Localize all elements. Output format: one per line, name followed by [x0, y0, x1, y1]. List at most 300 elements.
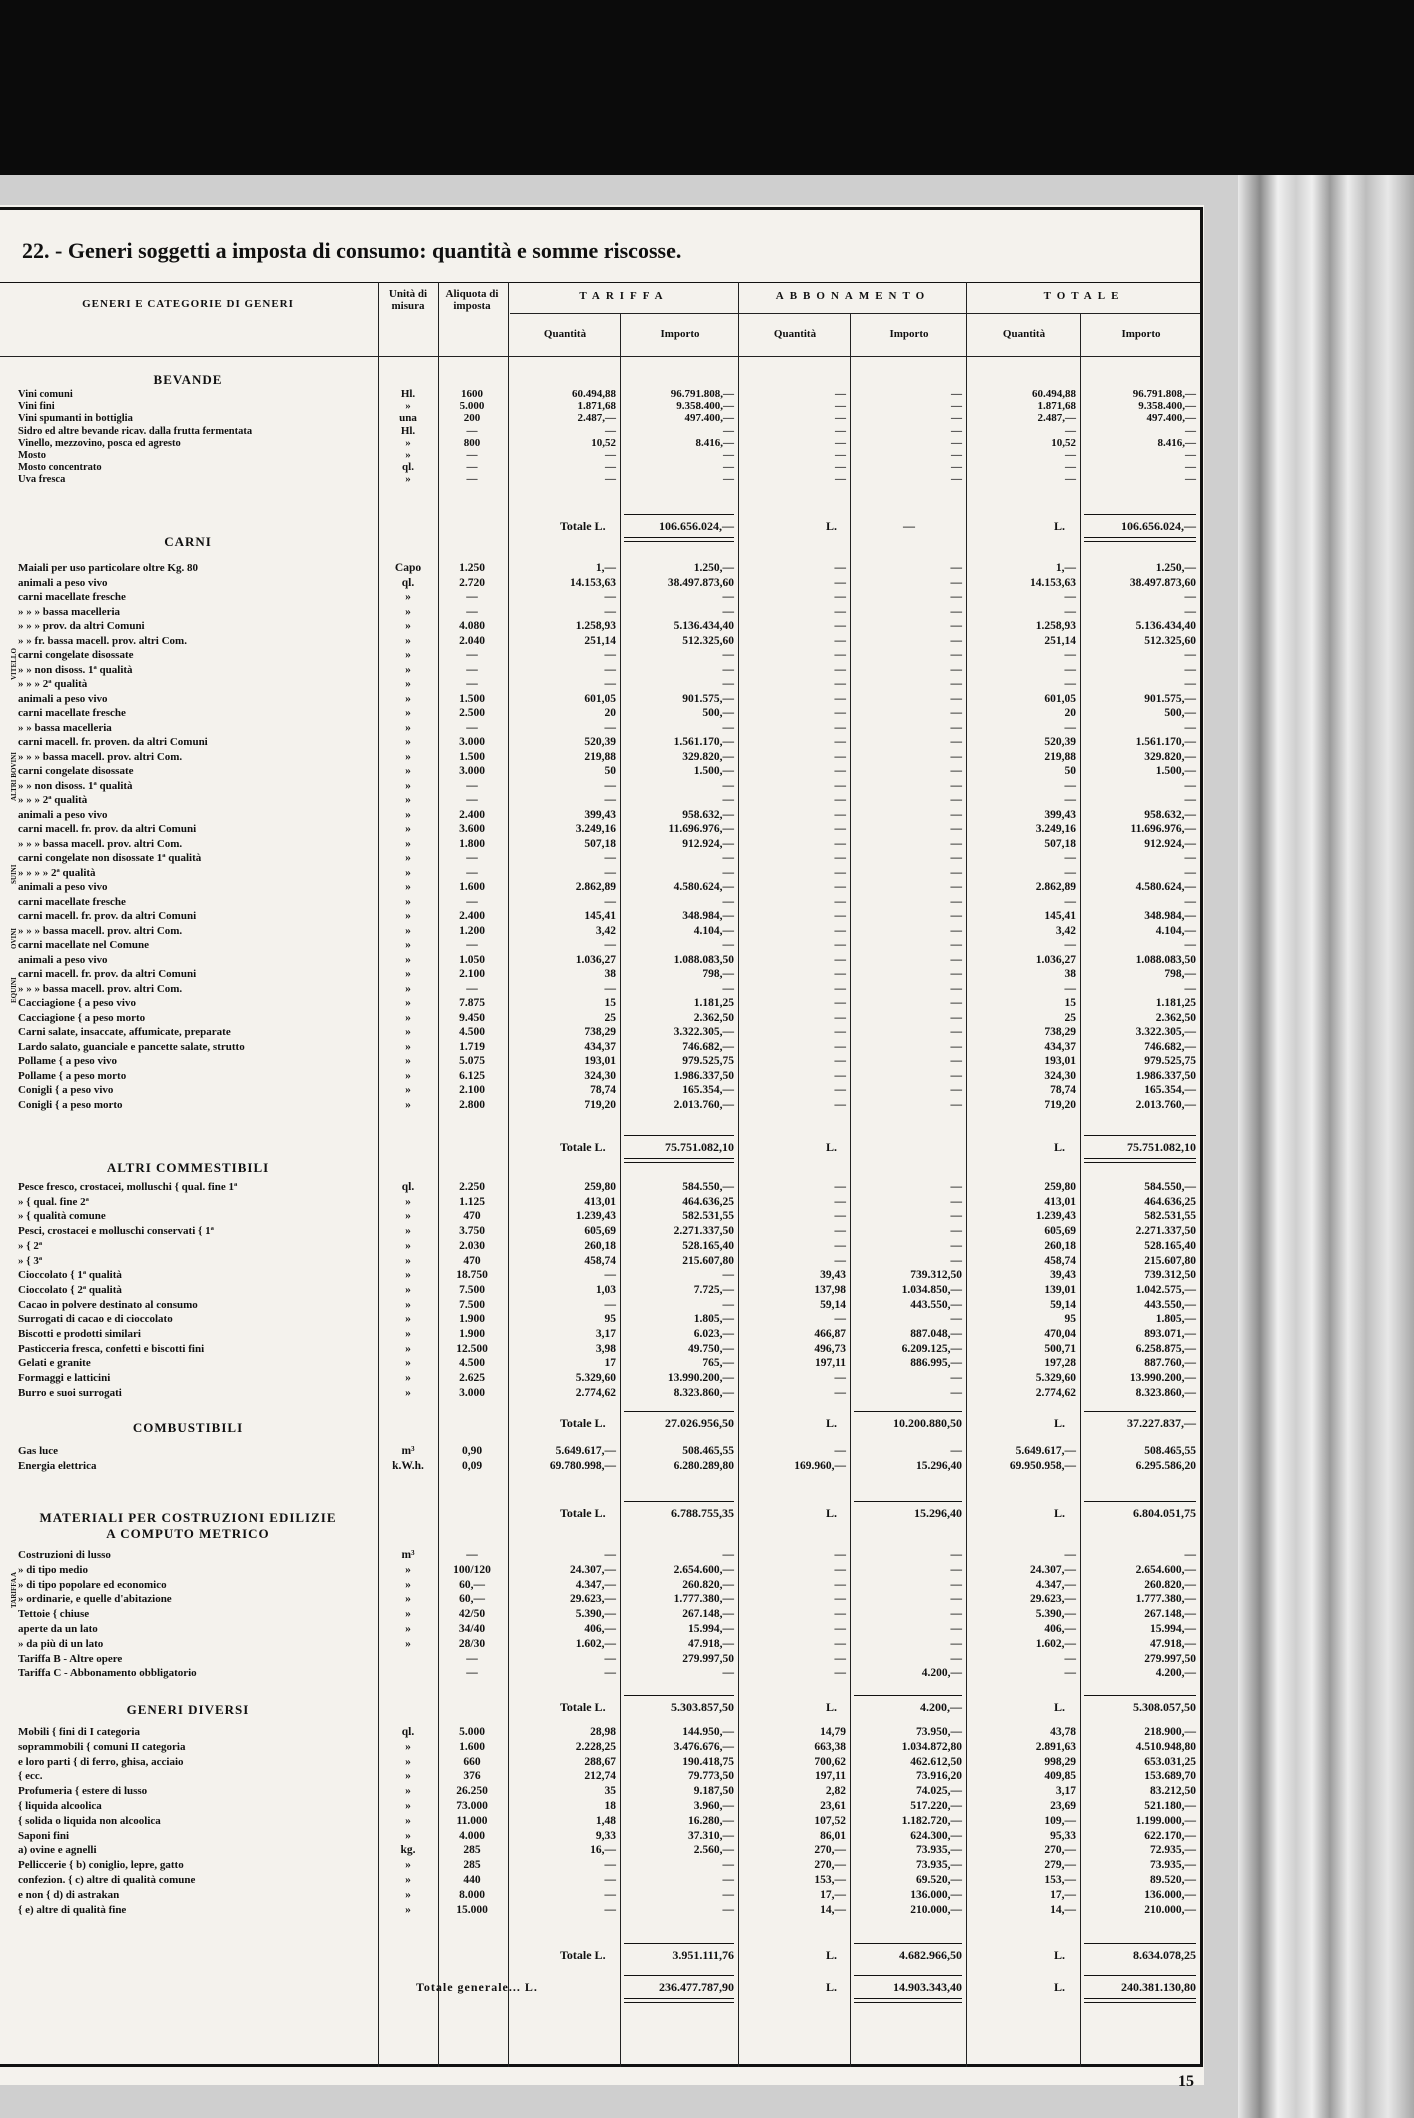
tariffa-importo-cell: 47.918,—	[688, 1638, 734, 1650]
rate-cell: 7.875	[459, 997, 485, 1009]
tariffa-importo-cell: 215.607,80	[682, 1255, 734, 1267]
tot-quantita-cell: 153,—	[1044, 1874, 1076, 1886]
abb-importo-cell: —	[950, 1041, 962, 1053]
unit-cell: »	[405, 1593, 411, 1605]
abb-importo-cell: —	[950, 954, 962, 966]
row-label: » » bassa macelleria	[18, 722, 112, 734]
tariffa-importo-cell: —	[722, 1299, 734, 1311]
total-rule	[624, 514, 734, 515]
tot-quantita-cell: 60.494,88	[1032, 388, 1076, 400]
tot-quantita-cell: —	[1064, 678, 1076, 690]
rate-cell: 2.030	[459, 1240, 485, 1252]
row-label: Sidro ed altre bevande ricav. dalla frutta fermentata	[18, 426, 253, 437]
rate-cell: 26.250	[456, 1785, 488, 1797]
rate-cell: 2.100	[459, 968, 485, 980]
tariffa-importo-cell: 4.580.624,—	[673, 881, 734, 893]
abb-importo-cell: 517.220,—	[910, 1800, 962, 1812]
abb-quantita-cell: 169.960,—	[794, 1460, 846, 1472]
tariffa-quantita-cell: 1.239,43	[575, 1210, 616, 1222]
abb-quantita-cell: —	[835, 473, 846, 485]
unit-cell: »	[405, 1800, 411, 1812]
tot-importo-cell: 218.900,—	[1144, 1726, 1196, 1738]
row-label: Uva fresca	[18, 474, 66, 485]
tariffa-quantita-cell: 20	[604, 707, 616, 719]
abb-quantita-cell: —	[834, 780, 846, 792]
total-l-mat-abb: L.	[826, 1700, 838, 1714]
rate-cell: 800	[463, 437, 481, 449]
tot-quantita-cell: 719,20	[1044, 1099, 1076, 1111]
tot-quantita-cell: 2.487,—	[1037, 412, 1076, 424]
total-rule	[624, 1501, 734, 1502]
abb-quantita-cell: 107,52	[814, 1815, 846, 1827]
tot-importo-cell: 15.994,—	[1150, 1623, 1196, 1635]
total-rule	[854, 1411, 962, 1412]
unit-cell: »	[405, 1372, 411, 1384]
row-label: » di tipo medio	[18, 1564, 88, 1576]
row-label: » » » bassa macell. prov. altri Com.	[18, 751, 183, 763]
unit-cell: »	[405, 1070, 411, 1082]
tot-importo-cell: 528.165,40	[1144, 1240, 1196, 1252]
rate-cell: —	[466, 678, 478, 690]
rate-cell: 7.500	[459, 1299, 485, 1311]
total-generale-label: Totale generale... L.	[416, 1980, 538, 1994]
tot-quantita-cell: —	[1065, 425, 1076, 437]
unit-cell: »	[405, 881, 411, 893]
tot-quantita-cell: 470,04	[1044, 1328, 1076, 1340]
rate-cell: 15.000	[456, 1904, 488, 1916]
total-l-div-abb: L.	[826, 1948, 838, 1962]
total-l-div-tot: L.	[1054, 1948, 1066, 1962]
row-label: » » non disoss. 1ª qualità	[18, 780, 133, 792]
tariffa-importo-cell: 4.104,—	[693, 925, 734, 937]
col-line-7	[966, 282, 967, 2067]
tot-quantita-cell: 3,17	[1055, 1785, 1076, 1797]
tot-importo-cell: 2.013.760,—	[1135, 1099, 1196, 1111]
row-label: { solida o liquida non alcoolica	[18, 1815, 161, 1827]
rate-cell: 470	[463, 1255, 481, 1267]
tariffa-quantita-cell: —	[604, 1667, 616, 1679]
tot-importo-cell: —	[1184, 722, 1196, 734]
abb-quantita-cell: —	[834, 1210, 846, 1222]
tot-quantita-cell: 507,18	[1044, 838, 1076, 850]
row-label: carni congelate disossate	[18, 765, 134, 777]
rate-cell: —	[466, 852, 478, 864]
rate-cell: 1.500	[459, 751, 485, 763]
tariffa-importo-cell: 584.550,—	[682, 1181, 734, 1193]
rate-cell: 60,—	[459, 1593, 485, 1605]
abb-importo-cell: —	[950, 1608, 962, 1620]
tariffa-importo-cell: 16.280,—	[688, 1815, 734, 1827]
rate-cell: 2.400	[459, 910, 485, 922]
unit-cell: »	[405, 823, 411, 835]
abb-importo-cell: —	[950, 997, 962, 1009]
header-unit: Unità di misura	[388, 288, 428, 312]
tot-importo-cell: 958.632,—	[1144, 809, 1196, 821]
tariffa-quantita-cell: 35	[604, 1785, 616, 1797]
abb-quantita-cell: 700,62	[814, 1756, 846, 1768]
abb-quantita-cell: 153,—	[814, 1874, 846, 1886]
rate-cell: 8.000	[459, 1889, 485, 1901]
unit-cell: »	[405, 1026, 411, 1038]
tariffa-importo-cell: —	[722, 678, 734, 690]
tariffa-quantita-cell: 145,41	[584, 910, 616, 922]
abb-importo-cell: 73.935,—	[916, 1859, 962, 1871]
tariffa-importo-cell: —	[722, 939, 734, 951]
abb-quantita-cell: —	[834, 606, 846, 618]
row-label: aperte da un lato	[18, 1623, 98, 1635]
unit-cell: »	[405, 1041, 411, 1053]
tot-quantita-cell: —	[1064, 780, 1076, 792]
tot-importo-cell: 153.689,70	[1144, 1770, 1196, 1782]
tot-quantita-cell: 409,85	[1044, 1770, 1076, 1782]
abb-importo-cell: —	[950, 1210, 962, 1222]
unit-cell: »	[405, 693, 411, 705]
rate-cell: 0,90	[461, 1445, 483, 1457]
abb-quantita-cell: —	[834, 1012, 846, 1024]
abb-quantita-cell: —	[834, 722, 846, 734]
rate-cell: 9.450	[459, 1012, 485, 1024]
tariffa-importo-cell: —	[722, 852, 734, 864]
abb-quantita-cell: —	[834, 1667, 846, 1679]
unit-cell: »	[405, 1196, 411, 1208]
total-double-rule	[1084, 1998, 1196, 2003]
abb-importo-cell: —	[950, 925, 962, 937]
abb-importo-cell: —	[950, 1181, 962, 1193]
unit-cell: Hl.	[400, 425, 416, 437]
tariffa-importo-cell: —	[723, 461, 734, 473]
abb-quantita-cell: —	[834, 1041, 846, 1053]
abb-importo-cell: —	[950, 1225, 962, 1237]
rate-cell: —	[466, 1653, 478, 1665]
tot-importo-cell: 9.358.400,—	[1138, 400, 1196, 412]
rate-cell: 1.800	[459, 838, 485, 850]
abb-quantita-cell: —	[834, 1240, 846, 1252]
tariffa-quantita-cell: 520,39	[584, 736, 616, 748]
tot-quantita-cell: 50	[1064, 765, 1076, 777]
tariffa-quantita-cell: 14.153,63	[570, 577, 616, 589]
abb-importo-cell: —	[951, 412, 962, 424]
abb-quantita-cell: —	[835, 425, 846, 437]
tariffa-importo-cell: 96.791.808,—	[670, 388, 734, 400]
abb-importo-cell: —	[950, 1387, 962, 1399]
tariffa-quantita-cell: —	[604, 1889, 616, 1901]
rate-cell: —	[466, 591, 478, 603]
rate-cell: 60,—	[459, 1579, 485, 1591]
rate-cell: 200	[463, 412, 481, 424]
tot-importo-cell: —	[1184, 896, 1196, 908]
tot-quantita-cell: 197,28	[1044, 1357, 1076, 1369]
tot-importo-cell: 348.984,—	[1144, 910, 1196, 922]
abb-quantita-cell: —	[834, 1070, 846, 1082]
tariffa-importo-cell: 165.354,—	[682, 1084, 734, 1096]
rate-cell: 7.500	[459, 1284, 485, 1296]
tot-importo-cell: 13.990.200,—	[1129, 1372, 1196, 1384]
tariffa-quantita-cell: —	[604, 852, 616, 864]
unit-cell: k.W.h.	[392, 1460, 424, 1472]
tot-importo-cell: 4.510.948,80	[1135, 1741, 1196, 1753]
unit-cell: »	[405, 1623, 411, 1635]
abb-importo-cell: 1.034.872,80	[901, 1741, 962, 1753]
tariffa-quantita-cell: 5.329,60	[575, 1372, 616, 1384]
tariffa-quantita-cell: —	[604, 1299, 616, 1311]
header-tot-importo: Importo	[1121, 328, 1161, 340]
abb-importo-cell: —	[950, 1196, 962, 1208]
tot-quantita-cell: 1.258,93	[1035, 620, 1076, 632]
tariffa-importo-cell: 260.820,—	[682, 1579, 734, 1591]
row-label: { ecc.	[18, 1770, 43, 1782]
tot-quantita-cell: 1.239,43	[1035, 1210, 1076, 1222]
tariffa-quantita-cell: 507,18	[584, 838, 616, 850]
total-l-altri-abb: L.	[826, 1416, 838, 1430]
tot-quantita-cell: 520,39	[1044, 736, 1076, 748]
tariffa-quantita-cell: 3,42	[595, 925, 616, 937]
tot-quantita-cell: 738,29	[1044, 1026, 1076, 1038]
unit-cell: »	[405, 1343, 411, 1355]
header-tariffa: TARIFFA	[579, 290, 669, 302]
row-label: Burro e suoi surrogati	[18, 1387, 122, 1399]
abb-quantita-cell: 496,73	[814, 1343, 846, 1355]
unit-cell: »	[405, 896, 411, 908]
row-label: Pesci, crostacei e molluschi conservati { 1ª	[18, 1225, 214, 1237]
unit-cell: m³	[401, 1445, 415, 1457]
total-altri-totale: 37.227.837,—	[1127, 1416, 1196, 1430]
row-label: Cacciagione { a peso morto	[18, 1012, 146, 1024]
tariffa-importo-cell: 13.990.200,—	[667, 1372, 734, 1384]
unit-cell: »	[405, 1785, 411, 1797]
abb-quantita-cell: —	[834, 1055, 846, 1067]
tot-importo-cell: 1.088.083,50	[1135, 954, 1196, 966]
unit-cell: »	[405, 649, 411, 661]
tariffa-importo-cell: 1.250,—	[693, 562, 734, 574]
tot-quantita-cell: 78,74	[1050, 1084, 1076, 1096]
row-label: » » » 2ª qualità	[18, 794, 88, 806]
total-l-mat-tot: L.	[1054, 1700, 1066, 1714]
abb-quantita-cell: —	[834, 1549, 846, 1561]
abb-quantita-cell: —	[834, 1026, 846, 1038]
tot-importo-cell: 73.935,—	[1150, 1859, 1196, 1871]
rate-cell: 1.900	[459, 1313, 485, 1325]
tot-quantita-cell: —	[1064, 852, 1076, 864]
tot-quantita-cell: 5.329,60	[1035, 1372, 1076, 1384]
rate-cell: 4.000	[459, 1830, 485, 1842]
abb-importo-cell: 69.520,—	[916, 1874, 962, 1886]
tariffa-quantita-cell: —	[604, 896, 616, 908]
abb-importo-cell: —	[950, 765, 962, 777]
unit-cell: ql.	[401, 1181, 415, 1193]
tariffa-importo-cell: 528.165,40	[682, 1240, 734, 1252]
tot-importo-cell: —	[1185, 449, 1196, 461]
rate-cell: 1.050	[459, 954, 485, 966]
tariffa-importo-cell: —	[722, 1859, 734, 1871]
tot-quantita-cell: —	[1064, 1653, 1076, 1665]
tariffa-quantita-cell: 9,33	[595, 1830, 616, 1842]
unit-cell: »	[405, 1357, 411, 1369]
tot-quantita-cell: —	[1064, 1549, 1076, 1561]
abb-importo-cell: —	[950, 1012, 962, 1024]
tariffa-importo-cell: 798,—	[702, 968, 734, 980]
side-label-vitello: VITELLO	[10, 648, 18, 680]
tariffa-importo-cell: 765,—	[702, 1357, 734, 1369]
total-rule	[1084, 1975, 1196, 1976]
tariffa-quantita-cell: —	[605, 449, 616, 461]
total-double-rule	[624, 1998, 734, 2003]
row-label: Gas luce	[18, 1445, 59, 1457]
tot-importo-cell: 508.465,55	[1144, 1445, 1196, 1457]
rate-cell: —	[466, 1549, 478, 1561]
tot-importo-cell: 901.575,—	[1144, 693, 1196, 705]
tariffa-importo-cell: —	[722, 1667, 734, 1679]
tot-importo-cell: 1.500,—	[1155, 765, 1196, 777]
tariffa-quantita-cell: 719,20	[584, 1099, 616, 1111]
total-rule	[624, 1975, 734, 1976]
abb-importo-cell: —	[950, 577, 962, 589]
rate-cell: 376	[463, 1770, 481, 1782]
tot-importo-cell: —	[1185, 425, 1196, 437]
tot-importo-cell: —	[1185, 473, 1196, 485]
abb-importo-cell: —	[951, 388, 962, 400]
unit-cell: »	[405, 1638, 411, 1650]
tariffa-importo-cell: —	[722, 1904, 734, 1916]
abb-importo-cell: —	[950, 751, 962, 763]
row-label: » da più di un lato	[18, 1638, 104, 1650]
abb-quantita-cell: —	[834, 896, 846, 908]
tot-quantita-cell: 139,01	[1044, 1284, 1076, 1296]
unit-cell: »	[405, 765, 411, 777]
tariffa-importo-cell: 2.271.337,50	[673, 1225, 734, 1237]
rate-cell: 12.500	[456, 1343, 488, 1355]
tariffa-quantita-cell: —	[604, 939, 616, 951]
row-label: Vinello, mezzovino, posca ed agresto	[18, 438, 181, 449]
abb-quantita-cell: 59,14	[820, 1299, 846, 1311]
unit-cell: »	[405, 939, 411, 951]
unit-cell: Capo	[394, 562, 422, 574]
tariffa-importo-cell: 2.362,50	[693, 1012, 734, 1024]
rate-cell: 1.200	[459, 925, 485, 937]
tariffa-quantita-cell: —	[604, 1874, 616, 1886]
abb-quantita-cell: —	[834, 1372, 846, 1384]
tot-quantita-cell: 17,—	[1050, 1889, 1076, 1901]
row-label: { liquida alcoolica	[18, 1800, 102, 1812]
tariffa-quantita-cell: —	[604, 1549, 616, 1561]
tariffa-importo-cell: —	[722, 780, 734, 792]
tot-quantita-cell: —	[1064, 1667, 1076, 1679]
tariffa-importo-cell: —	[722, 664, 734, 676]
abb-importo-cell: —	[950, 983, 962, 995]
row-label: Formaggi e latticini	[18, 1372, 111, 1384]
tariffa-quantita-cell: 601,05	[584, 693, 616, 705]
abb-quantita-cell: —	[834, 809, 846, 821]
abb-importo-cell: —	[950, 606, 962, 618]
side-label-bovini: ALTRI BOVINI	[10, 752, 18, 802]
tot-importo-cell: —	[1184, 606, 1196, 618]
row-label: carni macellate nel Comune	[18, 939, 150, 951]
abb-importo-cell: —	[950, 838, 962, 850]
rate-cell: —	[466, 983, 478, 995]
tariffa-quantita-cell: 458,74	[584, 1255, 616, 1267]
rate-cell: —	[466, 1667, 478, 1679]
abb-importo-cell: 73.935,—	[916, 1844, 962, 1856]
abb-quantita-cell: —	[834, 881, 846, 893]
rate-cell: —	[466, 473, 478, 485]
abb-quantita-cell: 466,87	[814, 1328, 846, 1340]
tariffa-quantita-cell: 18	[604, 1800, 616, 1812]
header-rate: Aliquota di imposta	[445, 288, 499, 312]
tariffa-importo-cell: 348.984,—	[682, 910, 734, 922]
abb-importo-cell: —	[951, 473, 962, 485]
tariffa-importo-cell: —	[723, 449, 734, 461]
tot-quantita-cell: 25	[1064, 1012, 1076, 1024]
rate-cell: 2.100	[459, 1084, 485, 1096]
unit-cell: »	[405, 678, 411, 690]
section-materiali-2: A COMPUTO METRICO	[106, 1526, 270, 1541]
tariffa-quantita-cell: —	[604, 722, 616, 734]
abb-importo-cell: —	[950, 562, 962, 574]
tot-quantita-cell: 270,—	[1044, 1844, 1076, 1856]
total-bevande-totale: 106.656.024,—	[1121, 519, 1196, 533]
abb-quantita-cell: —	[834, 794, 846, 806]
tariffa-quantita-cell: 3,17	[595, 1328, 616, 1340]
tot-importo-cell: 279.997,50	[1144, 1653, 1196, 1665]
total-carni-tariffa: 75.751.082,10	[665, 1140, 734, 1154]
abb-importo-cell: —	[950, 678, 962, 690]
rate-cell: 1.250	[459, 562, 485, 574]
tariffa-importo-cell: —	[722, 1889, 734, 1901]
header-top-rule	[0, 282, 1200, 283]
rate-cell: 3.000	[459, 736, 485, 748]
tariffa-importo-cell: 6.023,—	[693, 1328, 734, 1340]
tot-importo-cell: 83.212,50	[1150, 1785, 1196, 1797]
header-tariffa-importo: Importo	[660, 328, 700, 340]
tariffa-quantita-cell: 5.390,—	[575, 1608, 616, 1620]
unit-cell: »	[405, 449, 411, 461]
tot-quantita-cell: 1.871,68	[1037, 400, 1076, 412]
row-label: » » » bassa macell. prov. altri Com.	[18, 838, 183, 850]
tariffa-quantita-cell: 193,01	[584, 1055, 616, 1067]
tariffa-importo-cell: 2.654.600,—	[673, 1564, 734, 1576]
tot-quantita-cell: 29.623,—	[1030, 1593, 1076, 1605]
tariffa-quantita-cell: 60.494,88	[572, 388, 616, 400]
tot-importo-cell: 6.295.586,20	[1135, 1460, 1196, 1472]
unit-cell: »	[405, 809, 411, 821]
tariffa-importo-cell: 9.358.400,—	[676, 400, 734, 412]
tariffa-quantita-cell: —	[604, 1653, 616, 1665]
col-line-3	[508, 282, 509, 2067]
section-bevande: BEVANDE	[153, 372, 223, 387]
header-tariffa-quantita: Quantità	[543, 328, 587, 340]
tariffa-quantita-cell: 16,—	[590, 1844, 616, 1856]
total-mat-tariffa: 5.303.857,50	[671, 1700, 734, 1714]
tot-importo-cell: 260.820,—	[1144, 1579, 1196, 1591]
abb-importo-cell: —	[951, 400, 962, 412]
total-mat-abb: 4.200,—	[920, 1700, 962, 1714]
tariffa-importo-cell: 49.750,—	[688, 1343, 734, 1355]
tariffa-importo-cell: 497.400,—	[684, 412, 734, 424]
tariffa-importo-cell: —	[722, 591, 734, 603]
unit-cell: »	[405, 1830, 411, 1842]
tariffa-importo-cell: 144.950,—	[682, 1726, 734, 1738]
abb-importo-cell: 1.034.850,—	[901, 1284, 962, 1296]
abb-quantita-cell: 14,79	[820, 1726, 846, 1738]
tot-importo-cell: —	[1184, 794, 1196, 806]
tot-importo-cell: 3.322.305,—	[1135, 1026, 1196, 1038]
abb-importo-cell: —	[950, 1445, 962, 1457]
tariffa-importo-cell: 979.525,75	[682, 1055, 734, 1067]
row-label: Saponi fini	[18, 1830, 70, 1842]
tariffa-importo-cell: 8.323.860,—	[673, 1387, 734, 1399]
tariffa-quantita-cell: 29.623,—	[570, 1593, 616, 1605]
row-label: Gelati e granite	[18, 1357, 91, 1369]
abb-quantita-cell: —	[834, 635, 846, 647]
